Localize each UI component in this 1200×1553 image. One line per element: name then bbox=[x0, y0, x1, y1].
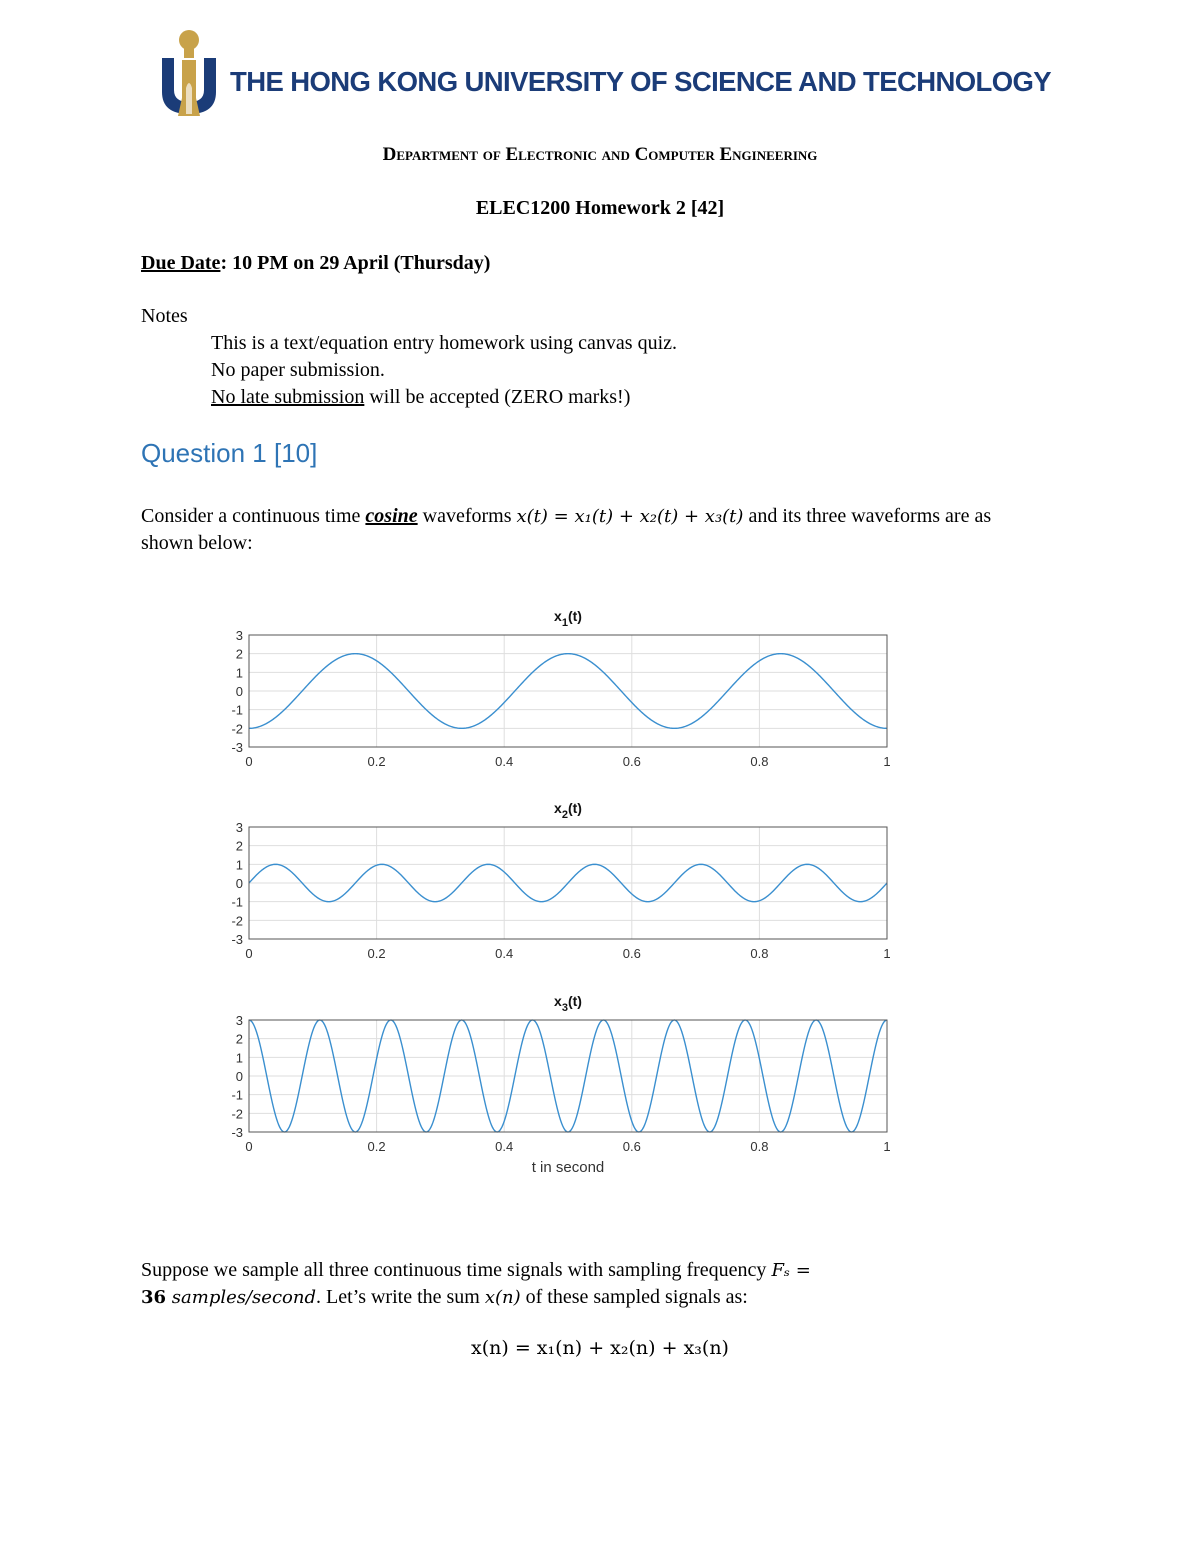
notes-heading: Notes bbox=[141, 305, 188, 327]
y-tick-label: 1 bbox=[235, 665, 243, 681]
intro-text-c: and its three waveforms are as shown below: bbox=[141, 505, 992, 554]
y-tick-label: 3 bbox=[235, 820, 243, 835]
logo-left-bar bbox=[168, 58, 172, 98]
y-tick-label: 0 bbox=[235, 684, 243, 699]
y-tick-label: 0 bbox=[235, 1069, 243, 1084]
question-1-heading: Question 1 [10] bbox=[141, 438, 318, 468]
y-tick-label: 2 bbox=[235, 1031, 243, 1047]
y-tick-label: -1 bbox=[231, 894, 243, 910]
x-tick-label: 0.4 bbox=[495, 946, 514, 961]
waveform-plots-svg bbox=[220, 595, 920, 1195]
x-tick-label: 1 bbox=[883, 754, 891, 769]
logo-head bbox=[179, 30, 199, 50]
note-line-3-rest: will be accepted (ZERO marks!) bbox=[364, 386, 631, 408]
y-tick-label: -2 bbox=[231, 913, 243, 929]
y-tick-label: -3 bbox=[231, 932, 243, 947]
x-tick-label: 0.6 bbox=[622, 946, 641, 961]
x-tick-label: 0.6 bbox=[622, 754, 641, 769]
sum-equation: x(n) = x₁(n) + x₂(n) + x₃(n) bbox=[471, 1337, 729, 1359]
logo-stem-inner bbox=[186, 83, 192, 114]
intro-text-a: Consider a continuous time bbox=[141, 505, 366, 527]
plot-title-1: $x_1(t)$ bbox=[554, 608, 582, 629]
sampling-fs: Fₛ = bbox=[771, 1260, 811, 1281]
y-tick-label: 0 bbox=[235, 876, 243, 891]
intro-text-b: waveforms bbox=[417, 505, 517, 527]
plot-title-2: $x_2(t)$ bbox=[554, 800, 582, 821]
note-late-submission: No late submission bbox=[211, 386, 365, 408]
y-tick-label: -1 bbox=[231, 702, 243, 718]
x-tick-label: 0.8 bbox=[750, 754, 769, 769]
x-tick-label: 0 bbox=[245, 1139, 253, 1154]
x-tick-label: 0.4 bbox=[495, 1139, 514, 1154]
x-tick-label: 0.8 bbox=[750, 946, 769, 961]
due-date-label: Due Date bbox=[141, 252, 221, 274]
x-tick-label: 0.2 bbox=[367, 754, 386, 769]
department-title: Department of Electronic and Computer Engineering bbox=[382, 144, 818, 165]
x-tick-label: 0 bbox=[245, 946, 253, 961]
intro-cosine: cosine bbox=[365, 505, 418, 527]
x-tick-label: 1 bbox=[883, 1139, 891, 1154]
x-tick-label: 0.2 bbox=[367, 1139, 386, 1154]
note-line-1: This is a text/equation entry homework using canvas quiz. bbox=[211, 332, 678, 354]
sampling-xn: x(n) bbox=[484, 1287, 521, 1308]
y-tick-label: 2 bbox=[235, 646, 243, 662]
intro-equation: x(t) = x₁(t) + x₂(t) + x₃(t) bbox=[516, 506, 744, 527]
y-tick-label: 3 bbox=[235, 628, 243, 643]
y-tick-label: -2 bbox=[231, 721, 243, 737]
waveform-plots bbox=[220, 595, 920, 1195]
y-tick-label: 1 bbox=[235, 1050, 243, 1066]
y-tick-label: 3 bbox=[235, 1013, 243, 1028]
due-date bbox=[141, 252, 490, 275]
sampling-rate-unit: samples/second bbox=[166, 1287, 316, 1308]
y-tick-label: -3 bbox=[231, 740, 243, 755]
question-1-intro bbox=[141, 503, 1041, 557]
y-tick-label: 1 bbox=[235, 857, 243, 873]
y-tick-label: -3 bbox=[231, 1125, 243, 1140]
x-tick-label: 0.2 bbox=[367, 946, 386, 961]
logo-neck bbox=[184, 48, 194, 58]
y-tick-label: 2 bbox=[235, 838, 243, 854]
x-tick-label: 0 bbox=[245, 754, 253, 769]
hkust-logo bbox=[160, 28, 218, 118]
y-tick-label: -2 bbox=[231, 1106, 243, 1122]
x-axis-label: t in second bbox=[531, 1159, 605, 1176]
sampling-text-a: Suppose we sample all three continuous time signals with sampling frequency bbox=[141, 1259, 772, 1281]
homework-title: ELEC1200 Homework 2 [42] bbox=[475, 197, 725, 219]
note-line-3 bbox=[211, 386, 630, 409]
university-name: THE HONG KONG UNIVERSITY OF SCIENCE AND TECHNOLOGY bbox=[230, 66, 1052, 97]
university-header bbox=[160, 28, 1060, 118]
plot-title-3: $x_3(t)$ bbox=[554, 993, 582, 1014]
sampling-rate-number: 36 bbox=[141, 1287, 167, 1308]
x-tick-label: 1 bbox=[883, 946, 891, 961]
x-tick-label: 0.8 bbox=[750, 1139, 769, 1154]
x-tick-label: 0.6 bbox=[622, 1139, 641, 1154]
sampling-text-c: of these sampled signals as: bbox=[520, 1286, 748, 1308]
note-line-2: No paper submission. bbox=[211, 359, 385, 381]
y-tick-label: -1 bbox=[231, 1087, 243, 1103]
due-date-value: : 10 PM on 29 April (Thursday) bbox=[220, 252, 491, 274]
sampling-paragraph bbox=[141, 1257, 1041, 1311]
sampling-text-b: . Let’s write the sum bbox=[315, 1286, 485, 1308]
x-tick-label: 0.4 bbox=[495, 754, 514, 769]
